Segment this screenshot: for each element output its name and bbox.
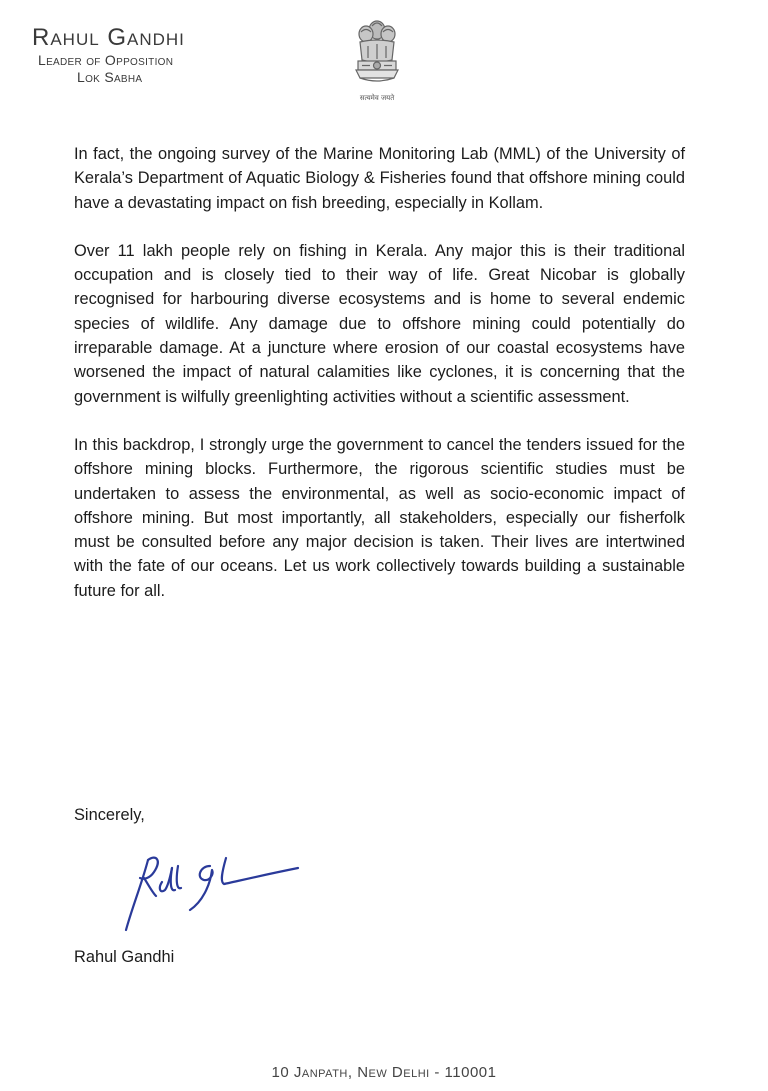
signature-drawing bbox=[118, 838, 318, 938]
letter-body bbox=[74, 142, 685, 603]
closing-salutation: Sincerely, bbox=[74, 806, 145, 824]
sender-name: Rahul Gandhi bbox=[32, 24, 185, 51]
letterhead bbox=[32, 24, 185, 86]
handwritten-signature-icon bbox=[118, 838, 318, 938]
paragraph-2: Over 11 lakh people rely on fishing in Kerala. Any major this is their traditional occupation and is closely tied to their way of life. Great Nicobar is globally recognised for harbouring diverse ecosystems and is home to several endemic species of wildlife. Any damage due to offshore mining could potentially do irreparable damage. At a juncture where erosion of our coastal ecosystems have worsened the impact of natural calamities like cyclones, it is concerning that the government is wilfully greenlighting activities without a scientific assessment. bbox=[74, 241, 685, 406]
emblem-drawing bbox=[346, 16, 408, 94]
signer-name: Rahul Gandhi bbox=[74, 948, 175, 966]
paragraph-3: In this backdrop, I strongly urge the government to cancel the tenders issued for the offshore mining blocks. Furthermore, the rigorous scientific studies must be undertaken to assess the environmental, as well as socio-economic impact of offshore mining. But most importantly, all stakeholders, especially our fisherfolk must be consulted before any major decision is taken. Their lives are intertwined with the fate of our oceans. Let us work collectively towards building a sustainable future for all. bbox=[74, 435, 685, 600]
paragraph-1: In fact, the ongoing survey of the Marine Monitoring Lab (MML) of the University of Kerala’s Department of Aquatic Biology & Fisheries found that offshore mining could have a devastating impact on fish breeding, especially in Kollam. bbox=[74, 145, 685, 212]
emblem-motto: सत्यमेव जयते bbox=[359, 94, 395, 102]
national-emblem-icon bbox=[346, 16, 408, 108]
sender-house: Lok Sabha bbox=[77, 69, 143, 85]
footer-address: 10 Janpath, New Delhi - 110001 bbox=[271, 1064, 497, 1081]
sender-title: Leader of Opposition bbox=[38, 52, 174, 68]
